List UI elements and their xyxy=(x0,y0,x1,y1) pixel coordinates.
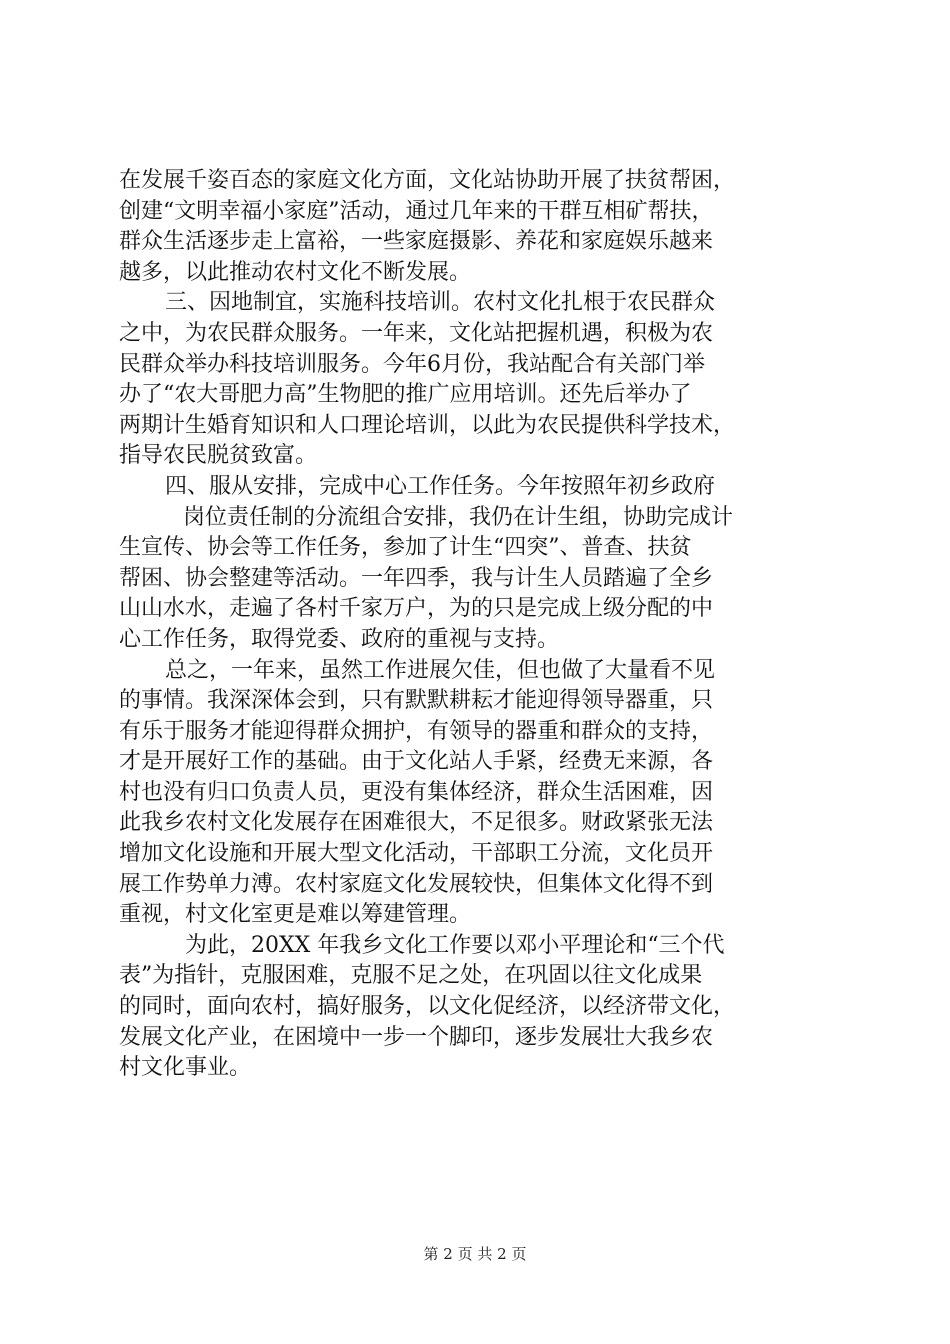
text-line: 展工作势单力溥。农村家庭文化发展较快，但集体文化得不到 xyxy=(119,871,714,897)
document-body xyxy=(119,166,835,1084)
text-line: 发展文化产业，在困境中一步一个脚印，逐步发展壮大我乡农 xyxy=(119,1024,714,1050)
text-line: 生宣传、协会等工作任务，参加了计生“四突”、普查、扶贫 xyxy=(119,535,692,561)
text-line: 民群众举办科技培训服务。今年6月份，我站配合有关部门举 xyxy=(119,351,705,377)
text-line: 为此，20XX 年我乡文化工作要以邓小平理论和“三个代 xyxy=(185,932,725,958)
text-line: 指导农民脱贫致富。 xyxy=(119,443,318,469)
text-line: 的事情。我深深体会到，只有默默耕耘才能迎得领导器重，只 xyxy=(119,688,714,714)
text-line: 此我乡农村文化发展存在困难很大，不足很多。财政紧张无法 xyxy=(119,810,714,836)
text-line: 表”为指针，克服困难，克服不足之处，在巩固以往文化成果 xyxy=(119,963,703,989)
text-line: 才是开展好工作的基础。由于文化站人手紧，经费无来源，各 xyxy=(119,749,714,775)
text-line: 办了“农大哥肥力高”生物肥的推广应用培训。还先后举办了 xyxy=(119,382,692,408)
text-line: 的同时，面向农村，搞好服务，以文化促经济，以经济带文化， xyxy=(119,994,736,1020)
text-line: 重视，村文化室更是难以筹建管理。 xyxy=(119,902,472,928)
text-line: 群众生活逐步走上富裕，一些家庭摄影、养花和家庭娱乐越来 xyxy=(119,229,714,255)
text-line: 四、服从安排，完成中心工作任务。今年按照年初乡政府 xyxy=(165,473,716,499)
text-line: 增加文化设施和开展大型文化活动，干部职工分流，文化员开 xyxy=(119,841,714,867)
text-line: 越多，以此推动农村文化不断发展。 xyxy=(119,259,472,285)
text-line: 山山水水，走遍了各村千家万户，为的只是完成上级分配的中 xyxy=(119,596,714,622)
text-line: 帮困、协会整建等活动。一年四季，我与计生人员踏遍了全乡 xyxy=(119,565,714,591)
text-line: 在发展千姿百态的家庭文化方面，文化站协助开展了扶贫帮困， xyxy=(119,168,736,193)
text-line: 有乐于服务才能迎得群众拥护，有领导的器重和群众的支持， xyxy=(119,718,714,744)
text-line: 之中，为农民群众服务。一年来，文化站把握机遇，积极为农 xyxy=(119,320,714,346)
text-line: 心工作任务，取得党委、政府的重视与支持。 xyxy=(119,626,560,652)
text-line: 创建“文明幸福小家庭”活动，通过几年来的干群互相矿帮扶， xyxy=(119,198,714,224)
text-line: 总之，一年来，虽然工作进展欠佳，但也做了大量看不见 xyxy=(165,657,716,683)
text-line: 村也没有归口负责人员，更没有集体经济，群众生活困难，因 xyxy=(119,779,714,805)
text-line: 三、因地制宜，实施科技培训。农村文化扎根于农民群众 xyxy=(165,290,716,316)
text-line: 村文化事业。 xyxy=(119,1055,252,1081)
text-line: 两期计生婚育知识和人口理论培训，以此为农民提供科学技术， xyxy=(119,412,736,438)
page-footer: 第 2 页 共 2 页 xyxy=(423,1245,527,1263)
text-line: 岗位责任制的分流组合安排，我仍在计生组，协助完成计 xyxy=(183,504,734,530)
